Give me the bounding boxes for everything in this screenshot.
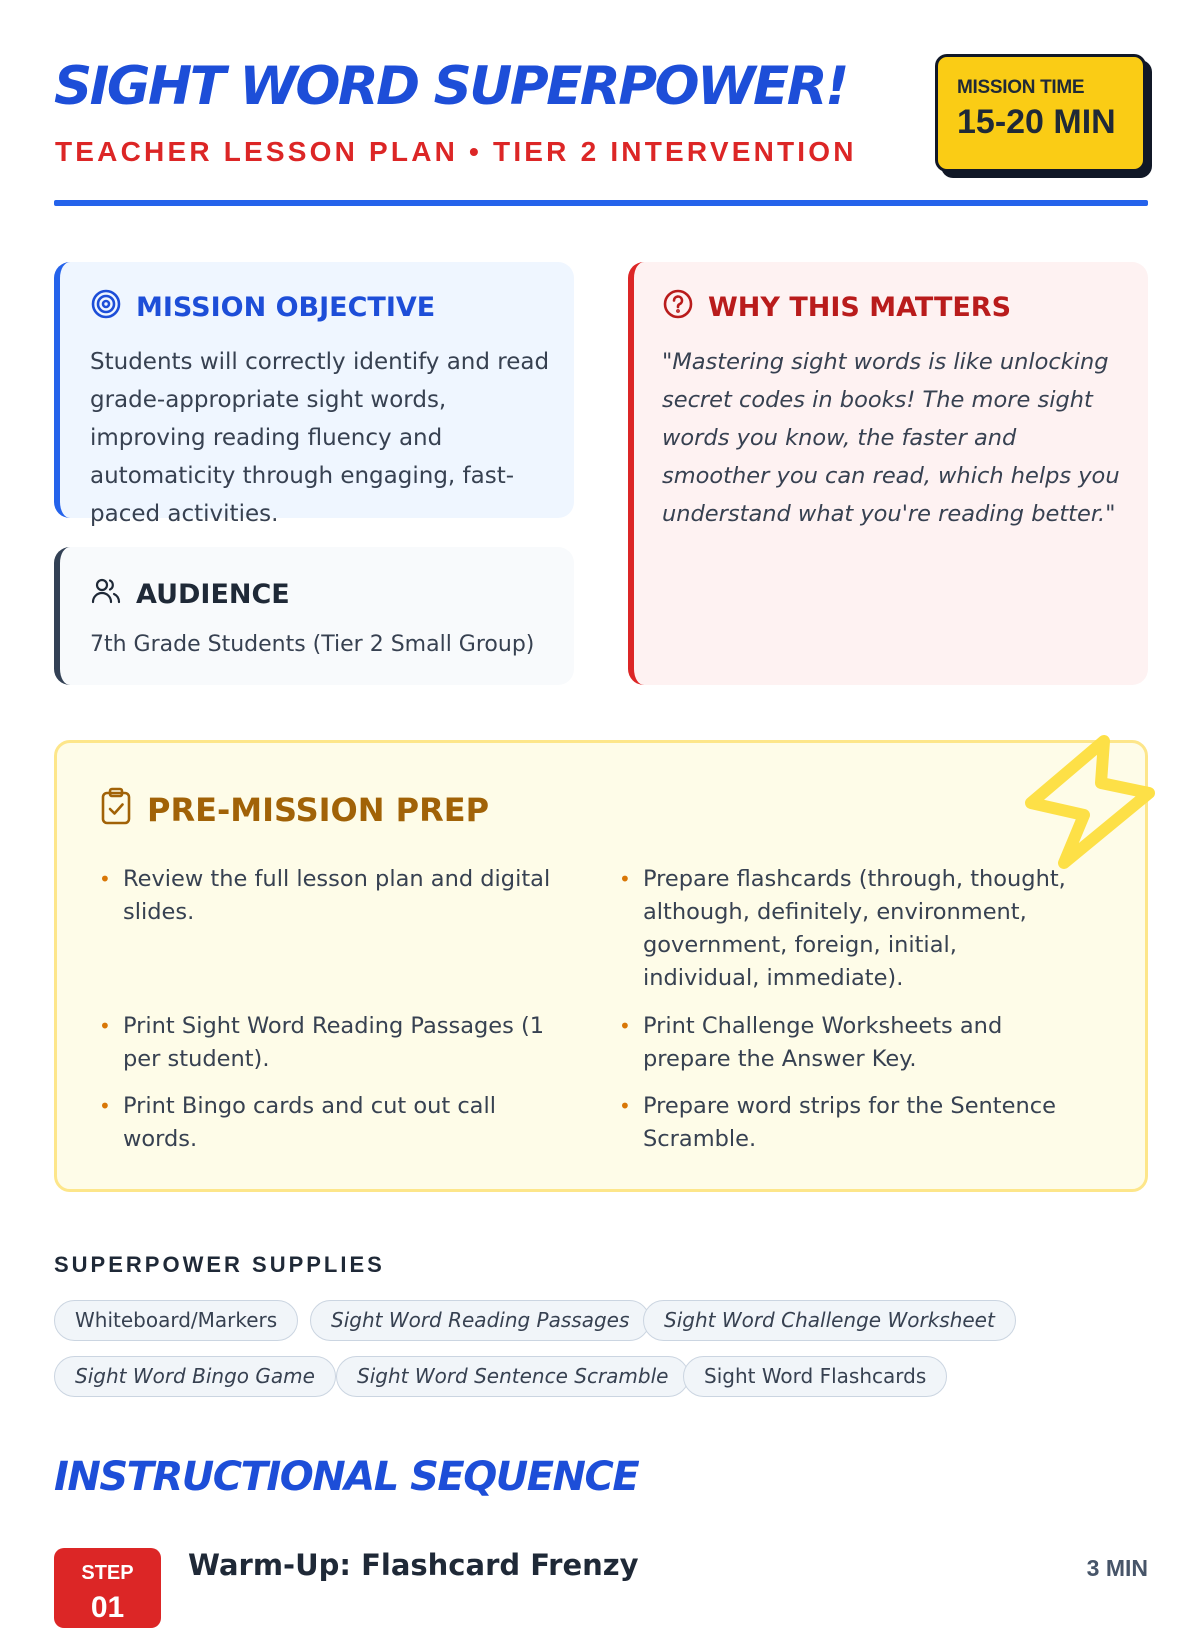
pre-mission-prep-heading (99, 787, 1105, 833)
mission-objective-heading (90, 288, 552, 327)
why-this-matters-card (628, 262, 1148, 685)
prep-item: • Prepare flashcards (through, thought, although, definitely, environment, government, foreign, initial, individual, immediate). (619, 863, 1079, 995)
mission-time-label: MISSION TIME (957, 77, 1085, 98)
step-number: 01 (90, 1591, 125, 1624)
page-subtitle: TEACHER LESSON PLAN • TIER 2 INTERVENTION (55, 136, 857, 167)
bullet-icon: • (99, 1094, 111, 1118)
instructional-sequence-heading: INSTRUCTIONAL SEQUENCE (54, 1454, 639, 1500)
page-title: SIGHT WORD SUPERPOWER! (54, 56, 847, 117)
lightning-bolt-icon (1009, 733, 1159, 873)
supply-chip: Sight Word Flashcards (683, 1356, 947, 1397)
supplies-heading: SUPERPOWER SUPPLIES (54, 1252, 385, 1277)
pre-mission-prep-title: PRE-MISSION PREP (147, 791, 490, 829)
why-this-matters-title: WHY THIS MATTERS (708, 292, 1012, 323)
audience-text: 7th Grade Students (Tier 2 Small Group) (90, 632, 535, 657)
mission-time-badge (935, 54, 1146, 172)
prep-item: • Print Bingo cards and cut out call words. (99, 1090, 569, 1156)
mission-objective-title: MISSION OBJECTIVE (136, 292, 436, 323)
why-this-matters-heading (662, 288, 1130, 327)
prep-item: • Print Sight Word Reading Passages (1 per student). (99, 1010, 569, 1076)
bullet-icon: • (619, 1014, 631, 1038)
audience-title: AUDIENCE (136, 579, 290, 610)
prep-checklist (99, 863, 1105, 1183)
bullet-icon: • (99, 867, 111, 891)
question-circle-icon (662, 288, 694, 327)
mission-objective-card (54, 262, 574, 527)
why-this-matters-quote: "Mastering sight words is like unlocking secret codes in books! The more sight words you know, the faster and smoother you can read, which helps you understand what you're reading better." (662, 349, 1120, 527)
target-icon (90, 288, 122, 327)
supply-chip: Sight Word Sentence Scramble (336, 1356, 689, 1397)
clipboard-check-icon (99, 787, 133, 833)
supply-chip: Sight Word Challenge Worksheet (643, 1300, 1016, 1341)
step-title: Warm-Up: Flashcard Frenzy (188, 1548, 639, 1582)
prep-item: • Prepare word strips for the Sentence Scramble. (619, 1090, 1079, 1156)
audience-heading (90, 575, 552, 614)
bullet-icon: • (99, 1014, 111, 1038)
pre-mission-prep-card (54, 740, 1148, 1192)
audience-card (54, 547, 574, 685)
step-duration: 3 MIN (1086, 1555, 1148, 1581)
users-icon (90, 575, 122, 614)
prep-item: • Print Challenge Worksheets and prepare the Answer Key. (619, 1010, 1079, 1076)
header-divider (54, 200, 1148, 206)
mission-objective-text: Students will correctly identify and read grade-appropriate sight words, improving reading fluency and automaticity through engaging, fast-paced activities. (90, 349, 550, 527)
mission-time-value: 15-20 MIN (957, 103, 1116, 141)
supply-chip: Sight Word Reading Passages (310, 1300, 650, 1341)
supply-chip: Whiteboard/Markers (54, 1300, 298, 1341)
prep-item: • Review the full lesson plan and digital slides. (99, 863, 569, 929)
step-badge (54, 1548, 161, 1628)
bullet-icon: • (619, 867, 631, 891)
bullet-icon: • (619, 1094, 631, 1118)
step-label: STEP (81, 1562, 134, 1584)
supply-chip: Sight Word Bingo Game (54, 1356, 336, 1397)
